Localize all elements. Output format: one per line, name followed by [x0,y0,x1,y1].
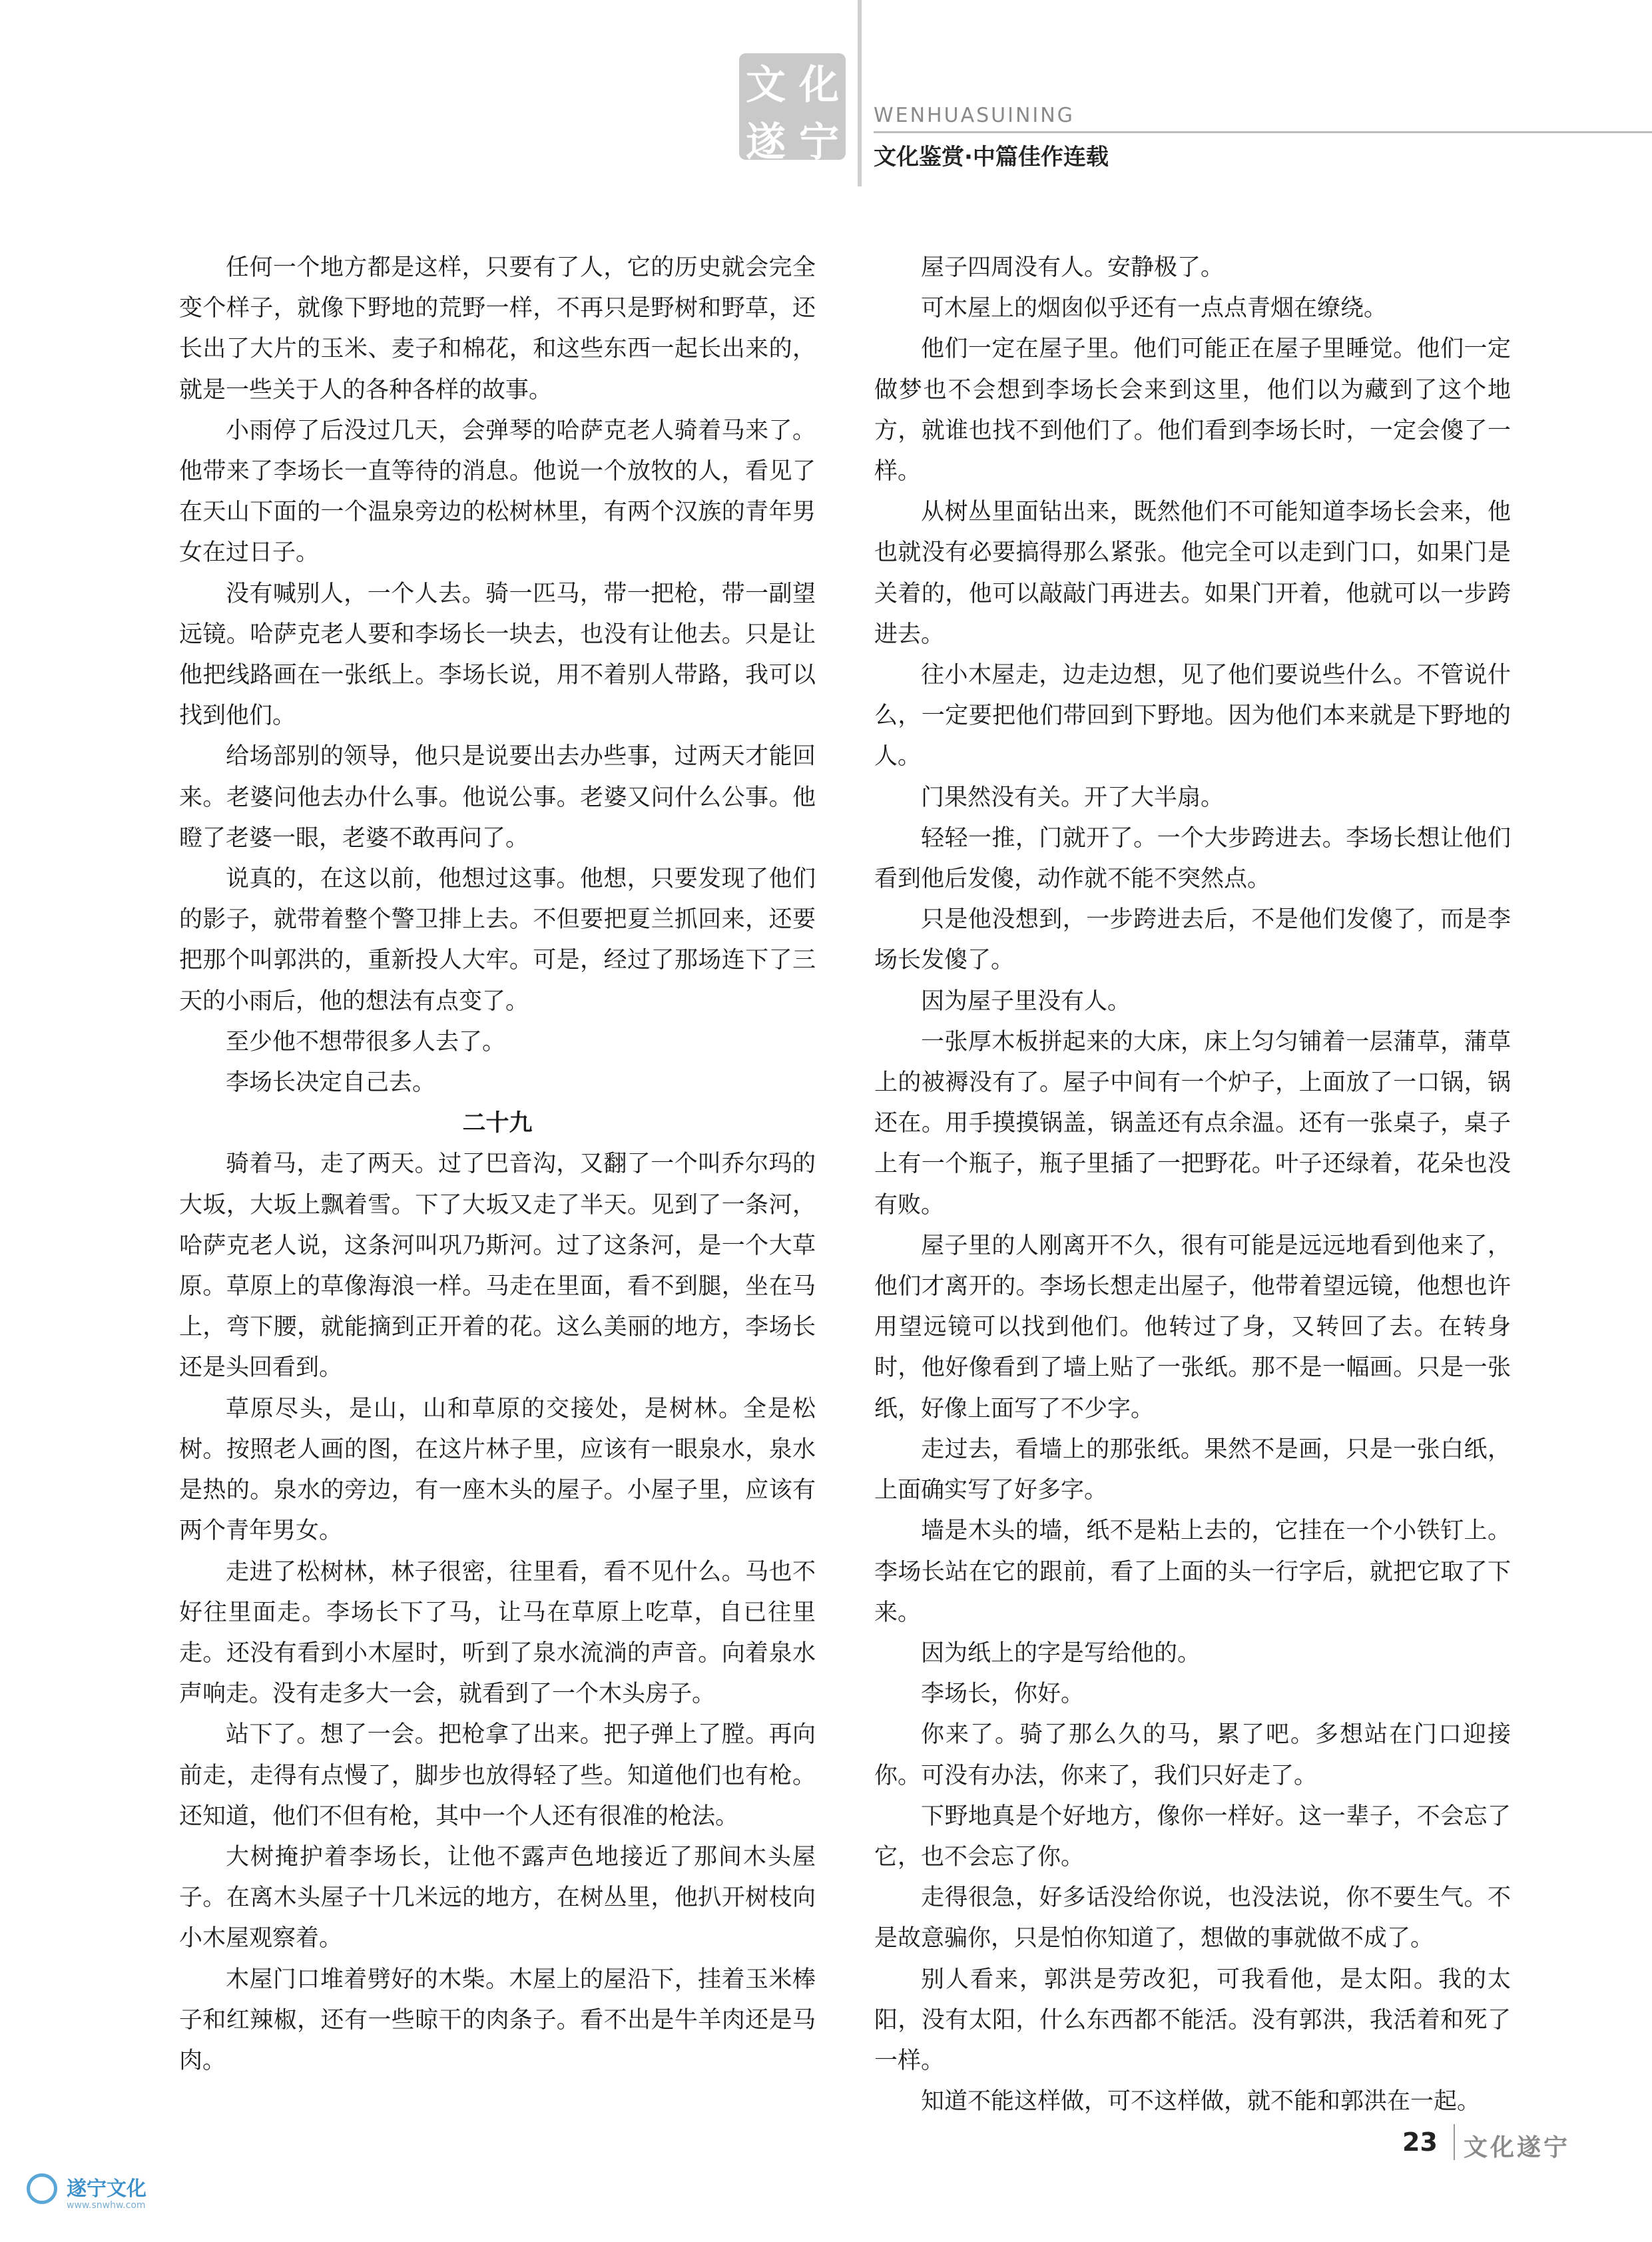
seal-char: 遂 [746,119,786,166]
paragraph: 下野地真是个好地方，像你一样好。这一辈子，不会忘了它，也不会忘了你。 [874,1803,1511,1870]
paragraph: 可木屋上的烟囱似乎还有一点点青烟在缭绕。 [921,295,1388,322]
paragraph: 草原尽头，是山，山和草原的交接处，是树林。全是松树。按照老人画的图，在这片林子里，应该有一眼泉水，泉水是热的。泉水的旁边，有一座木头的屋子。小屋子里，应该有两个青年男女。 [179,1395,816,1545]
paragraph: 任何一个地方都是这样，只要有了人，它的历史就会完全变个样子，就像下野地的荒野一样，不再只是野树和野草，还长出了大片的玉米、麦子和棉花，和这些东西一起长出来的，就是一些关于人的各种各样的故事。 [179,254,816,404]
paragraph: 站下了。想了一会。把枪拿了出来。把子弹上了膛。再向前走，走得有点慢了，脚步也放得轻了些。知道他们也有枪。还知道，他们不但有枪，其中一个人还有很准的枪法。 [179,1721,816,1830]
paragraph: 李场长，你好。 [921,1681,1085,1708]
paragraph: 没有喊别人，一个人去。骑一匹马，带一把枪，带一副望远镜。哈萨克老人要和李场长一块去，也没有让他去。只是让他把线路画在一张纸上。李场长说，用不着别人带路，我可以找到他们。 [179,580,816,730]
paragraph: 大树掩护着李场长，让他不露声色地接近了那间木头屋子。在离木头屋子十几米远的地方，在树丛里，他扒开树枝向小木屋观察着。 [179,1843,816,1952]
page-number: 23 [1402,2127,1438,2157]
paragraph: 给场部别的领导，他只是说要出去办些事，过两天才能回来。老婆问他去办什么事。他说公事。老婆又问什么公事。他瞪了老婆一眼，老婆不敢再问了。 [179,743,816,852]
paragraph: 轻轻一推，门就开了。一个大步跨进去。李场长想让他们看到他后发傻，动作就不能不突然点。 [874,824,1511,893]
paragraph: 他们一定在屋子里。他们可能正在屋子里睡觉。他们一定做梦也不会想到李场长会来到这里，他们以为藏到了这个地方，就谁也找不到他们了。他们看到李场长时，一定会傻了一样。 [874,336,1511,485]
paragraph: 别人看来，郭洪是劳改犯，可我看他，是太阳。我的太阳，没有太阳，什么东西都不能活。没有郭洪，我活着和死了一样。 [874,1966,1511,2074]
paragraph: 木屋门口堆着劈好的木柴。木屋上的屋沿下，挂着玉米棒子和红辣椒，还有一些晾干的肉条子。看不出是牛羊肉还是马肉。 [179,1966,816,2074]
seal-char: 宁 [799,119,839,166]
page-header [0,0,1652,200]
paragraph: 至少他不想带很多人去了。 [226,1028,506,1055]
paragraph: 小雨停了后没过几天，会弹琴的哈萨克老人骑着马来了。他带来了李场长一直等待的消息。他说一个放牧的人，看见了在天山下面的一个温泉旁边的松树林里，有两个汉族的青年男女在过日子。 [179,417,816,567]
paragraph: 因为纸上的字是写给他的。 [921,1639,1201,1667]
paragraph: 走过去，看墙上的那张纸。果然不是画，只是一张白纸，上面确实写了好多字。 [874,1436,1511,1504]
magazine-name-latin: WENHUASUINING [874,104,1075,127]
section-title: 文化鉴赏·中篇佳作连载 [874,144,1109,170]
paragraph: 屋子里的人刚离开不久，很有可能是远远地看到他来了，他们才离开的。李场长想走出屋子，他带着望远镜，他想也许用望远镜可以找到他们。他转过了身，又转回了去。在转身时，他好像看到了墙上贴了一张纸。那不是一幅画。只是一张纸，好像上面写了不少字。 [874,1232,1511,1422]
logo-swirl-icon [27,2173,57,2204]
header-vertical-rule [858,0,862,186]
paragraph: 只是他没想到，一步跨进去后，不是他们发傻了，而是李场长发傻了。 [874,906,1511,974]
chapter-heading: 二十九 [462,1110,533,1137]
paragraph: 李场长决定自己去。 [226,1069,436,1097]
header-horizontal-rule [874,131,1652,133]
logo-text: 遂宁文化 [67,2177,146,2201]
paragraph: 走进了松树林，林子很密，往里看，看不见什么。马也不好往里面走。李场长下了马，让马在草原上吃草，自已往里走。还没有看到小木屋时，听到了泉水流淌的声音。向着泉水声响走。没有走多大一会，就看到了一个木头房子。 [179,1558,816,1708]
paragraph: 从树丛里面钻出来，既然他们不可能知道李场长会来，他也就没有必要搞得那么紧张。他完全可以走到门口，如果门是关着的，他可以敲敲门再进去。如果门开着，他就可以一步跨进去。 [874,499,1511,648]
right-text-column [874,248,1511,2122]
paragraph: 往小木屋走，边走边想，见了他们要说些什么。不管说什么，一定要把他们带回到下野地。因为他们本来就是下野地的人。 [874,662,1511,770]
magazine-seal-logo [739,53,846,166]
paragraph: 说真的，在这以前，他想过这事。他想，只要发现了他们的影子，就带着整个警卫排上去。不但要把夏兰抓回来，还要把那个叫郭洪的，重新投人大牢。可是，经过了那场连下了三天的小雨后，他的想法有点变了。 [179,866,816,1015]
paragraph: 墙是木头的墙，纸不是粘上去的，它挂在一个小铁钉上。李场长站在它的跟前，看了上面的头一行字后，就把它取了下来。 [874,1518,1511,1626]
paragraph: 骑着马，走了两天。过了巴音沟，又翻了一个叫乔尔玛的大坂，大坂上飘着雪。下了大坂又走了半天。见到了一条河，哈萨克老人说，这条河叫巩乃斯河。过了这条河，是一个大草原。草原上的草像海浪一样。马走在里面，看不到腿，坐在马上，弯下腰，就能摘到正开着的花。这么美丽的地方，李场长还是头回看到。 [179,1151,816,1382]
logo-url: www.snwhw.com [67,2200,146,2211]
publisher-logo [27,2172,160,2232]
paragraph: 因为屋子里没有人。 [921,987,1131,1015]
paragraph: 门果然没有关。开了大半扇。 [921,784,1225,811]
footer-divider [1454,2124,1455,2160]
paragraph: 你来了。骑了那么久的马，累了吧。多想站在门口迎接你。可没有办法，你来了，我们只好走了。 [874,1721,1511,1789]
left-text-column [179,248,816,2082]
seal-char: 化 [799,62,839,109]
paragraph: 知道不能这样做，可不这样做，就不能和郭洪在一起。 [921,2088,1481,2115]
paragraph: 屋子四周没有人。安静极了。 [921,254,1225,281]
paragraph: 一张厚木板拼起来的大床，床上匀匀铺着一层蒲草，蒲草上的被褥没有了。屋子中间有一个炉子，上面放了一口锅，锅还在。用手摸摸锅盖，锅盖还有点余温。还有一张桌子，桌子上有一个瓶子，瓶子里插了一把野花。叶子还绿着，花朵也没有败。 [874,1028,1511,1219]
footer-brand: 文化遂宁 [1464,2133,1571,2161]
seal-char: 文 [746,62,786,109]
paragraph: 走得很急，好多话没给你说，也没法说，你不要生气。不是故意骗你，只是怕你知道了，想做的事就做不成了。 [874,1884,1511,1952]
